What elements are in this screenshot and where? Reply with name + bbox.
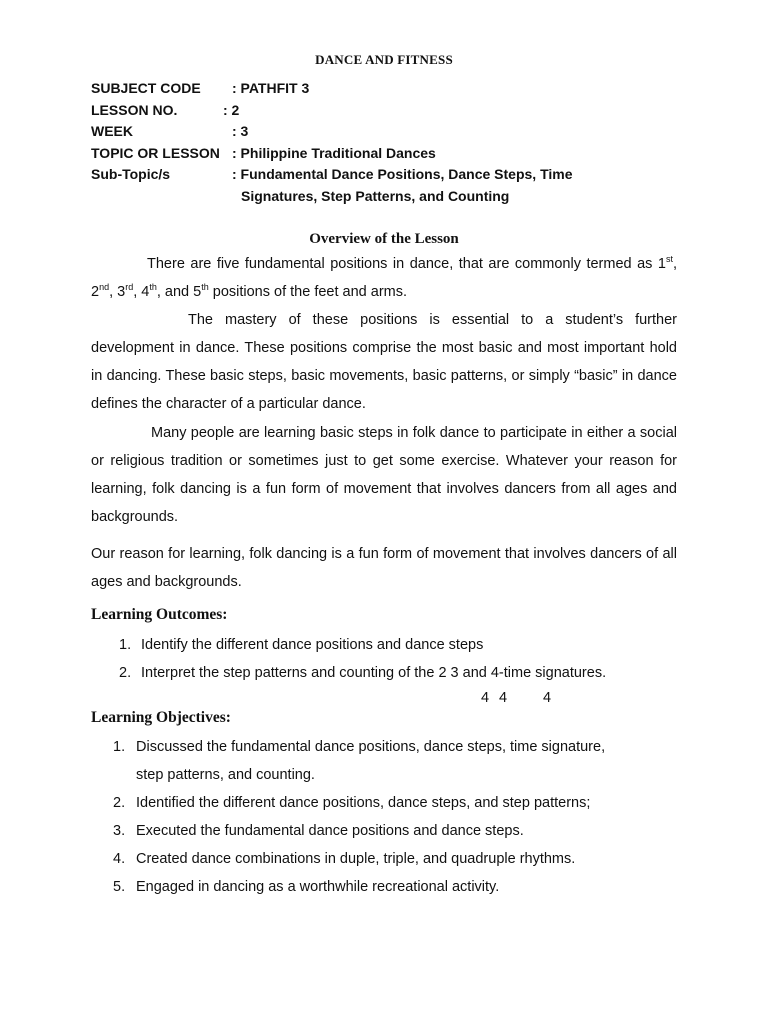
topic-label: TOPIC OR LESSON [91, 144, 220, 161]
learning-outcomes-list [91, 631, 691, 687]
denominator: 4 [481, 690, 490, 706]
lesson-no-label: LESSON NO. [91, 101, 178, 118]
subtopic-line-2: Signatures, Step Patterns, and Counting [241, 187, 510, 204]
learning-objectives-list [91, 733, 691, 901]
list-item: 1. Identify the different dance positions and dance steps [119, 637, 484, 653]
subject-code-label: SUBJECT CODE [91, 80, 201, 96]
list-item: 3. Executed the fundamental dance positions and dance steps. [113, 823, 524, 839]
meta-week [91, 121, 711, 143]
overview-heading: Overview of the Lesson [309, 231, 459, 247]
denominator: 4 [499, 690, 508, 706]
meta-subtopic [91, 164, 711, 208]
subtopic-value [232, 164, 692, 207]
denominator: 4 [543, 690, 552, 706]
list-item: 2. Identified the different dance positions, dance steps, and step patterns; [113, 795, 591, 811]
week-label: WEEK [91, 123, 133, 139]
lesson-meta [91, 78, 711, 208]
subtopic-line-1: : Fundamental Dance Positions, Dance Steps, Time [232, 166, 573, 182]
meta-lesson-no [91, 100, 711, 122]
overview-paragraph-1: There are five fundamental positions in dance, that are commonly termed as 1st, 2nd, 3rd, 4th, and 5th positions of the feet and arms. [91, 254, 677, 300]
overview-paragraph-3: Many people are learning basic steps in folk dance to participate in either a social or religious tradition or sometimes just to get some exercise. Whatever your reason for learning, folk dancing is a fun form of movement that involves dancers from all ages and backgrounds. [91, 425, 677, 525]
meta-subject-code [91, 78, 711, 100]
lesson-no-value: : 2 [223, 101, 240, 118]
learning-outcomes-heading: Learning Outcomes: [91, 606, 228, 623]
document-title: DANCE AND FITNESS [315, 52, 453, 67]
subtopic-label: Sub-Topic/s [91, 166, 171, 182]
list-item: 4. Created dance combinations in duple, triple, and quadruple rhythms. [113, 851, 576, 867]
topic-value: : Philippine Traditional Dances [232, 144, 436, 161]
overview-paragraph-4: Our reason for learning, folk dancing is a fun form of movement that involves dancers of all ages and backgrounds. [91, 546, 677, 590]
week-value: : 3 [232, 123, 249, 139]
list-item: 2. Interpret the step patterns and counting of the 2 3 and 4-time signatures. [119, 665, 607, 681]
list-item: 1. Discussed the fundamental dance positions, dance steps, time signature, step patterns, and counting. [113, 739, 606, 783]
learning-objectives-heading: Learning Objectives: [91, 709, 231, 726]
list-item: 5. Engaged in dancing as a worthwhile recreational activity. [113, 879, 500, 895]
subject-code-value: : PATHFIT 3 [232, 80, 310, 96]
overview-paragraph-2: The mastery of these positions is essential to a student’s further development in dance. These positions comprise the most basic and most important hold in dancing. These basic steps, basic movements, basic patterns, or simply “basic” in dance defines the character of a particular dance. [91, 312, 677, 412]
meta-topic [91, 143, 711, 165]
